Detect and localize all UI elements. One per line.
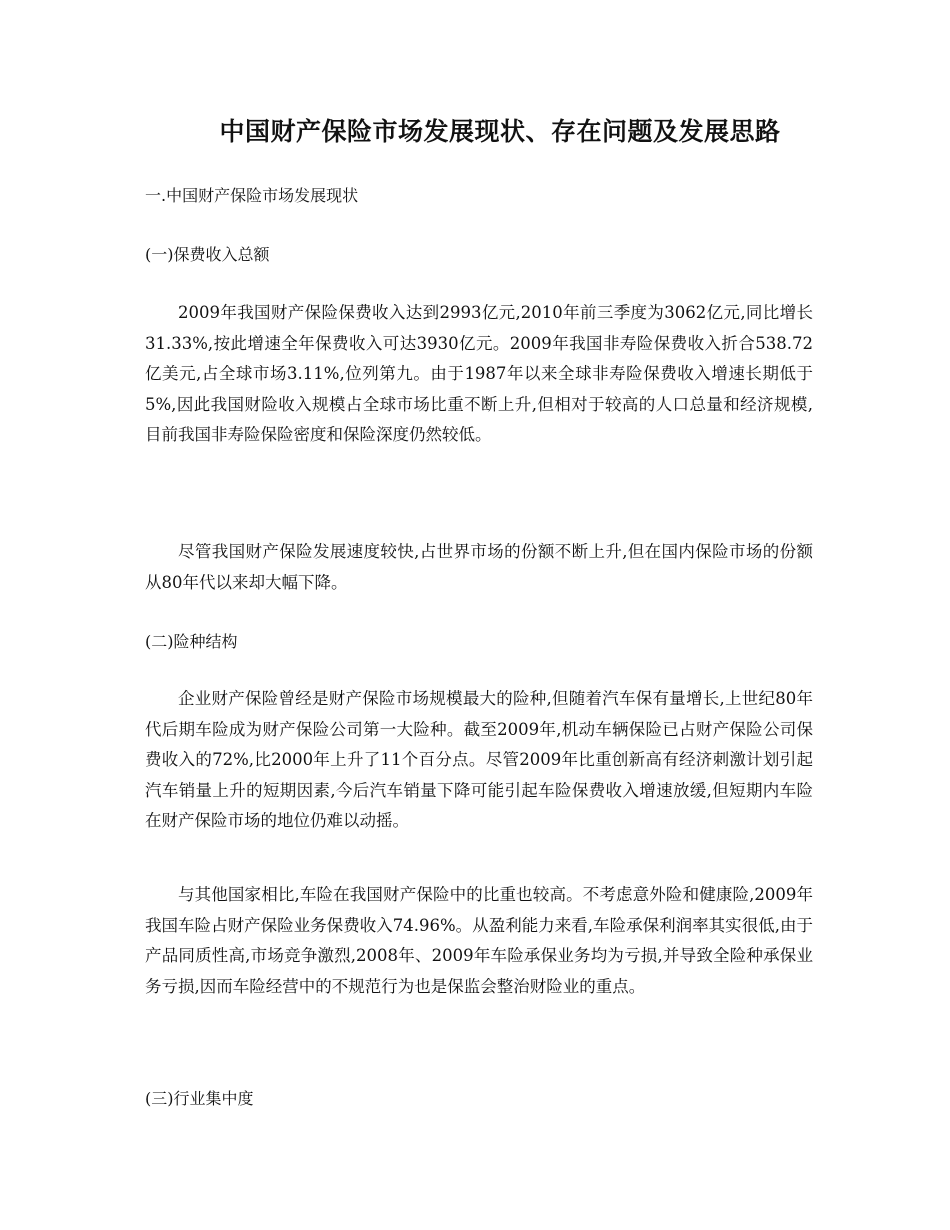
subsection-heading: (二)险种结构 <box>145 632 238 651</box>
section-heading: 一.中国财产保险市场发展现状 <box>145 186 359 205</box>
paragraph: 2009年我国财产保险保费收入达到2993亿元,2010年前三季度为3062亿元,同比增长31.33%,按此增速全年保费收入可达3930亿元。2009年我国非寿险保费收入折合538.72亿美元,占全球市场3.11%,位列第九。由于1987年以来全球非寿险保费收入增速长期低于5%,因此我国财险收入规模占全球市场比重不断上升,但相对于较高的人口总量和经济规模,目前我国非寿险保险密度和保险深度仍然较低。 <box>145 303 813 444</box>
subsection-heading: (一)保费收入总额 <box>145 245 270 264</box>
paragraph: 企业财产保险曾经是财产保险市场规模最大的险种,但随着汽车保有量增长,上世纪80年代后期车险成为财产保险公司第一大险种。截至2009年,机动车辆保险已占财产保险公司保费收入的72%,比2000年上升了11个百分点。尽管2009年比重创新高有经济刺激计划引起汽车销量上升的短期因素,今后汽车销量下降可能引起车险保费收入增速放缓,但短期内车险在财产保险市场的地位仍难以动摇。 <box>145 689 813 830</box>
paragraph: 尽管我国财产保险发展速度较快,占世界市场的份额不断上升,但在国内保险市场的份额从80年代以来却大幅下降。 <box>145 542 813 592</box>
subsection-heading: (三)行业集中度 <box>145 1089 254 1108</box>
document-title: 中国财产保险市场发展现状、存在问题及发展思路 <box>219 117 781 146</box>
paragraph: 与其他国家相比,车险在我国财产保险中的比重也较高。不考虑意外险和健康险,2009年我国车险占财产保险业务保费收入74.96%。从盈利能力来看,车险承保利润率其实很低,由于产品同质性高,市场竞争激烈,2008年、2009年车险承保业务均为亏损,并导致全险种承保业务亏损,因而车险经营中的不规范行为也是保监会整治财险业的重点。 <box>145 885 813 996</box>
